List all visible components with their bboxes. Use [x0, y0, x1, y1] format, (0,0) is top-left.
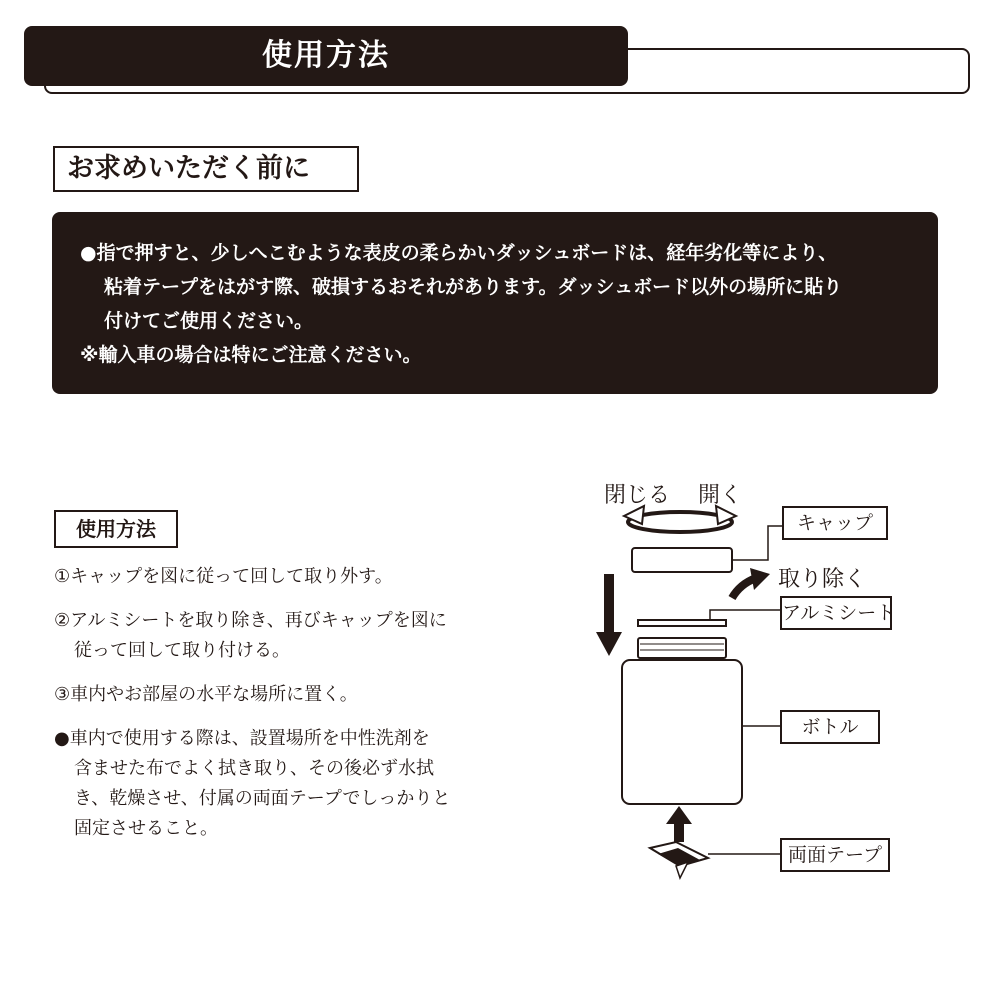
header-bar: [24, 26, 628, 86]
bottle-body: [622, 660, 742, 804]
cap-shape: [632, 548, 732, 572]
bottle-neck: [638, 638, 726, 658]
remove-label: 取り除く: [778, 567, 867, 592]
precaution-title: お求めいただく前に: [53, 146, 359, 192]
notice-line-3: 付けてご使用ください。: [104, 310, 314, 332]
usage-note-line-1: ●車内で使用する際は、設置場所を中性洗剤を: [54, 728, 430, 749]
down-arrow-icon: [596, 574, 622, 656]
notice-line-4: ※輸入車の場合は特にご注意ください。: [80, 344, 422, 366]
usage-note-line-4: 固定させること。: [74, 818, 218, 839]
usage-note-line-3: き、乾燥させ、付属の両面テープでしっかりと: [74, 788, 451, 809]
tape-label: 両面テープ: [780, 838, 890, 872]
step-3: ③車内やお部屋の水平な場所に置く。: [54, 684, 358, 705]
usage-note-line-2: 含ませた布でよく拭き取り、その後必ず水拭: [74, 758, 434, 779]
remove-arrow-icon: [732, 568, 770, 598]
step-2: [54, 606, 524, 666]
bottle-label: ボトル: [780, 710, 880, 744]
step-1: ①キャップを図に従って回して取り外す。: [54, 566, 393, 587]
step-2-line-2: 従って回して取り付ける。: [74, 640, 290, 661]
up-arrow-icon: [666, 806, 692, 842]
open-label: 開く: [698, 483, 743, 508]
bottle-diagram: [580, 470, 900, 890]
usage-title: 使用方法: [54, 510, 178, 548]
notice-line-2: 粘着テープをはがす際、破損するおそれがあります。ダッシュボード以外の場所に貼り: [104, 276, 843, 298]
usage-steps: [54, 562, 524, 858]
step-2-line-1: ②アルミシートを取り除き、再びキャップを図に: [54, 610, 447, 631]
aluminum-sheet-label: アルミシート: [780, 596, 892, 630]
notice-line-1: ●指で押すと、少しへこむような表皮の柔らかいダッシュボードは、経年劣化等により、: [80, 242, 838, 264]
double-sided-tape-icon: [650, 842, 708, 878]
precaution-notice: [52, 212, 938, 394]
page-title: 使用方法: [262, 38, 390, 73]
usage-note: [54, 724, 524, 844]
close-label: 閉じる: [604, 483, 671, 508]
cap-label: キャップ: [782, 506, 888, 540]
aluminum-sheet-shape: [638, 620, 726, 626]
